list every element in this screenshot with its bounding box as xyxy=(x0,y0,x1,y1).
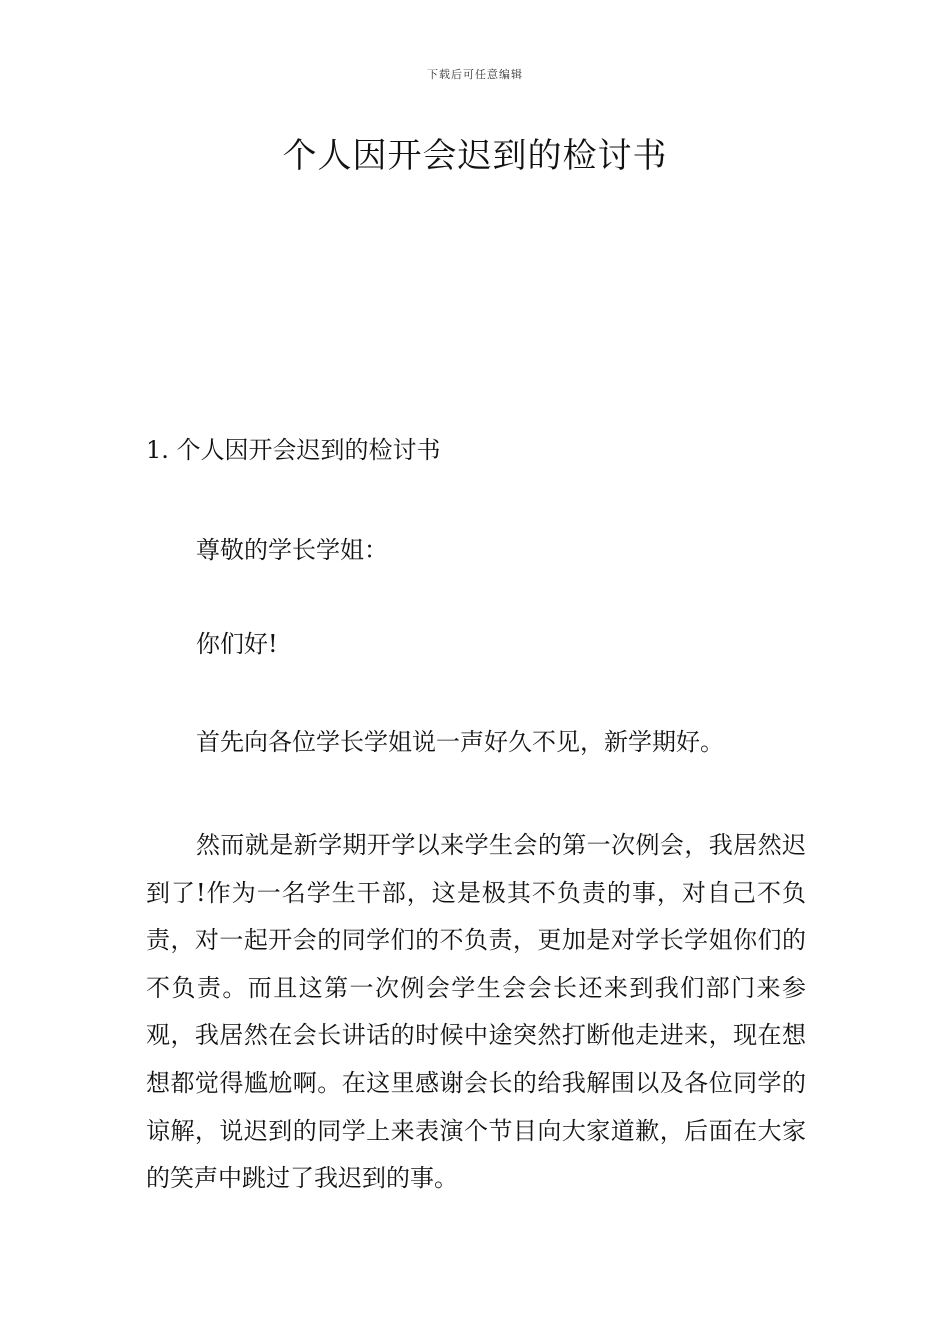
header-note: 下载后可任意编辑 xyxy=(427,68,523,81)
greeting-paragraph: 你们好! xyxy=(196,630,278,658)
section-heading: 1. 个人因开会迟到的检讨书 xyxy=(146,436,441,464)
document-title: 个人因开会迟到的检讨书 xyxy=(282,136,668,176)
salutation-paragraph: 尊敬的学长学姐： xyxy=(196,536,388,564)
opening-paragraph: 首先向各位学长学姐说一声好久不见，新学期好。 xyxy=(196,728,724,756)
main-paragraph: 然而就是新学期开学以来学生会的第一次例会，我居然迟到了!作为一名学生干部，这是极其不负责的事，对自己不负责，对一起开会的同学们的不负责，更加是对学长学姐你们的不负责。而且这第一次例会学生会会长还来到我们部门来参观，我居然在会长讲话的时候中途突然打断他走进来，现在想想都觉得尴尬啊。在这里感谢会长的给我解围以及各位同学的谅解，说迟到的同学上来表演个节目向大家道歉，后面在大家的笑声中跳过了我迟到的事。 xyxy=(146,831,806,1193)
